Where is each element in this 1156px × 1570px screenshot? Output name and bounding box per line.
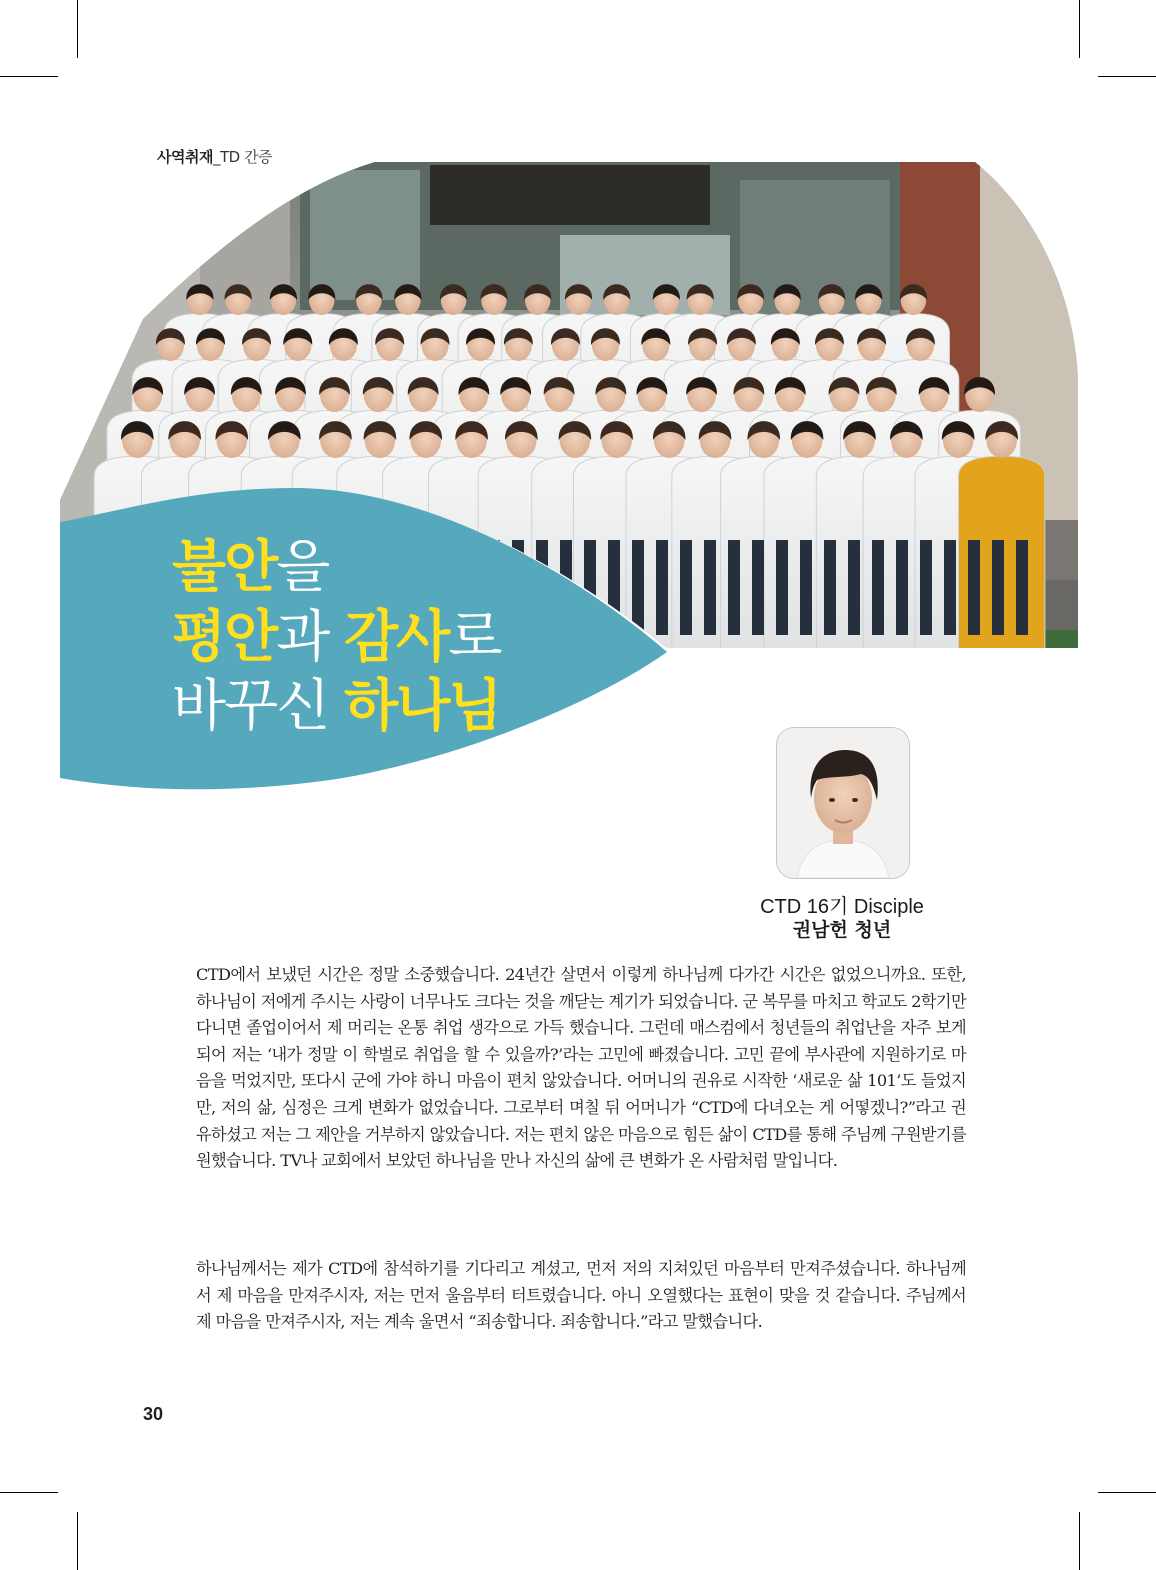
title-line-2 bbox=[172, 605, 501, 670]
avatar bbox=[777, 728, 909, 878]
title-line-1 bbox=[172, 535, 329, 600]
title-line-3 bbox=[172, 674, 501, 739]
crop-mark bbox=[0, 1492, 58, 1493]
title-word-peace: 평안 bbox=[172, 605, 277, 670]
section-name: 사역취재 bbox=[157, 148, 213, 166]
profile-photo bbox=[776, 727, 910, 879]
title-particle: 과 bbox=[276, 605, 345, 670]
crop-mark bbox=[1079, 1512, 1080, 1570]
title-word-god: 하나님 bbox=[344, 674, 501, 739]
title-word-anxiety: 불안 bbox=[172, 535, 277, 600]
profile-caption-program: CTD 16기 Disciple bbox=[760, 896, 924, 918]
crop-mark bbox=[1098, 1492, 1156, 1493]
section-subtitle: _TD 간증 bbox=[212, 148, 272, 166]
title-particle: 로 bbox=[448, 605, 501, 670]
title-particle: 을 bbox=[276, 535, 329, 600]
title-word-thanks: 감사 bbox=[344, 605, 449, 670]
profile-caption-name: 권남헌 청년 bbox=[792, 919, 892, 941]
body-paragraph-1: CTD에서 보냈던 시간은 정말 소중했습니다. 24년간 살면서 이렇게 하나님께 다가간 시간은 없었으니까요. 또한, 하나님이 저에게 주시는 사랑이 너무나도 크다는 것을 깨닫는 계기가 되었습니다. 군 복무를 마치고 학교도 2학기만 다니면 졸업이어서 제 머리는 온통 취업 생각으로 가득 했습니다. 그런데 매스컴에서 청년들의 취업난을 자주 보게 되어 저는 ‘내가 정말 이 학벌로 취업을 할 수 있을까?’라는 고민에 빠졌습니다. 고민 끝에 부사관에 지원하기로 마음을 먹었지만, 또다시 군에 가야 하니 마음이 편치 않았습니다. 어머니의 권유로 시작한 ‘새로운 삶 101’도 들었지만, 저의 삶, 심정은 크게 변화가 없었습니다. 그로부터 며칠 뒤 어머니가 “CTD에 다녀오는 게 어떻겠니?”라고 권유하셨고 저는 그 제안을 거부하지 않았습니다. 저는 편치 않은 마음으로 힘든 삶이 CTD를 통해 주님께 구원받기를 원했습니다. TV나 교회에서 보았던 하나님을 만나 자신의 삶에 큰 변화가 온 사람처럼 말입니다. bbox=[196, 965, 966, 1171]
page-number: 30 bbox=[143, 1404, 164, 1424]
title-word-changed: 바꾸신 bbox=[172, 674, 345, 739]
body-paragraph-2: 하나님께서는 제가 CTD에 참석하기를 기다리고 계셨고, 먼저 저의 지쳐있던 마음부터 만져주셨습니다. 하나님께서 제 마음을 만져주시자, 저는 먼저 울음부터 터트렸습니다. 아니 오열했다는 표현이 맞을 것 같습니다. 주님께서 제 마음을 만져주시자, 저는 계속 울면서 “죄송합니다. 죄송합니다.”라고 말했습니다. bbox=[196, 1259, 966, 1332]
crop-mark bbox=[77, 1512, 78, 1570]
